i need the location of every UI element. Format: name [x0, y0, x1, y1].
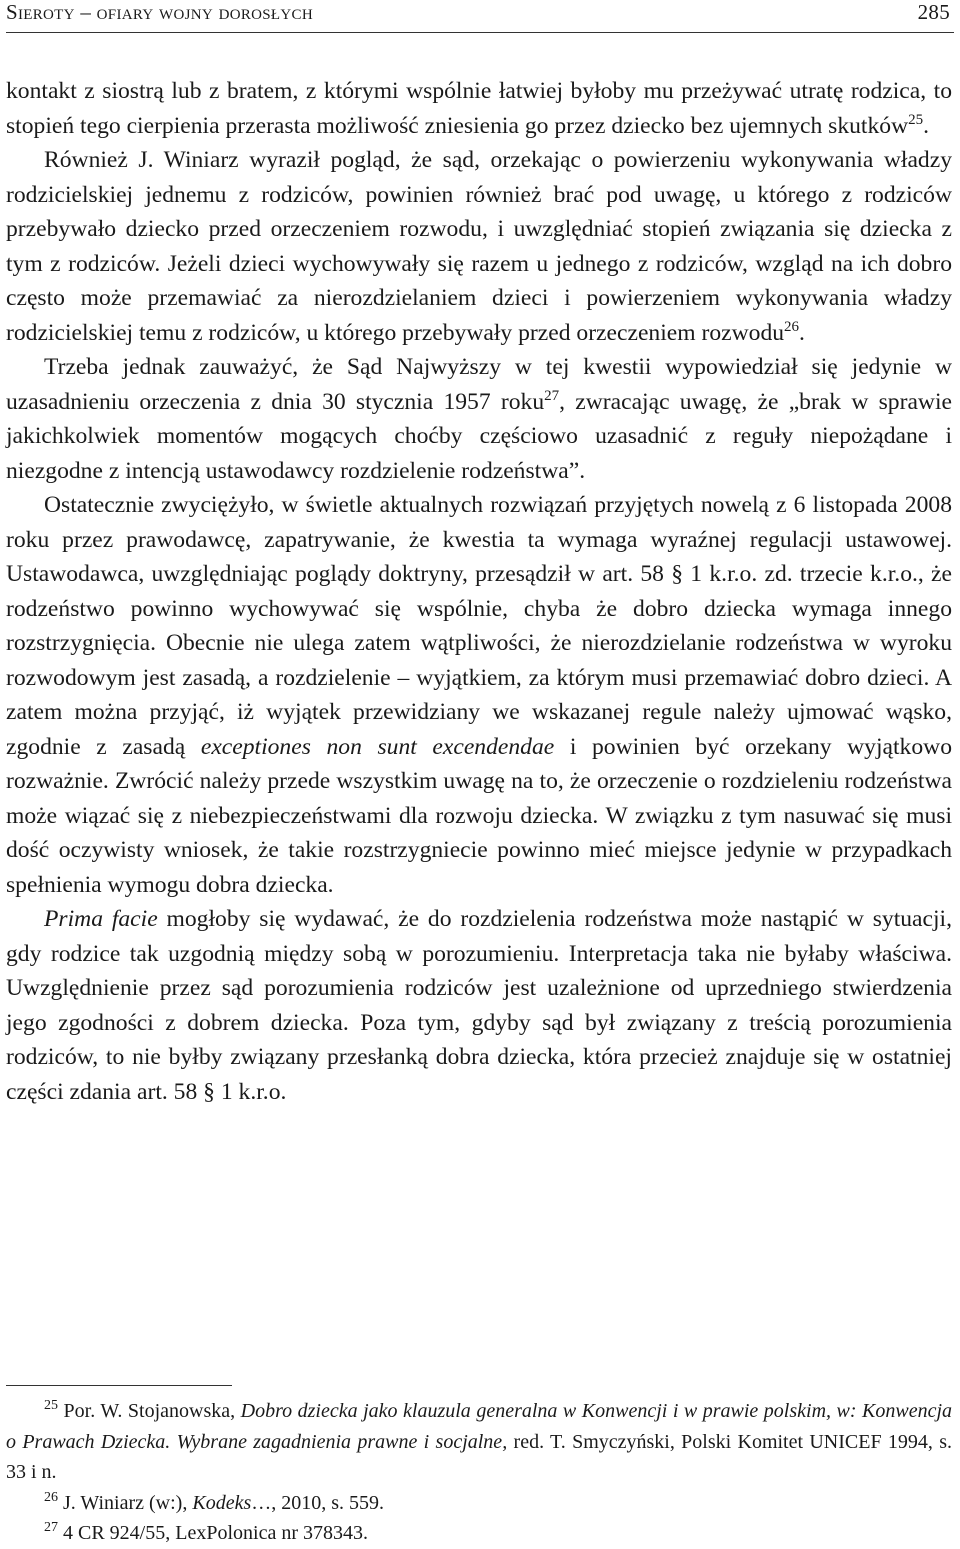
footnote-ref-25: 25	[908, 111, 924, 128]
paragraph-2	[6, 143, 952, 350]
footnote-ref-26: 26	[784, 318, 800, 335]
footnote-25	[6, 1396, 952, 1488]
latin-maxim: exceptiones non sunt excendendae	[200, 733, 555, 760]
footnote-26	[6, 1488, 952, 1519]
paragraph-4-end: i powinien być orzekany wyjątkowo rozważnie. Zwrócić należy przede wszystkim uwagę na to, że orzeczenie o rozdzieleniu rodzeństwa może wiązać się z niebezpieczeństwami dla rozwoju dziecka. W związku z tym nasuwać się musi dość oczywisty wniosek, że takie rozstrzygniecie powinno mieć miejsce jedynie w przypadkach spełnienia wymogu dobra dziecka.	[6, 733, 952, 898]
footnote-text: J. Winiarz (w:),	[63, 1491, 188, 1514]
page-number: 285	[917, 0, 950, 24]
footnotes	[6, 1396, 952, 1549]
paragraph-3	[6, 350, 952, 488]
paragraph-3-end: , zwracając uwagę, że „brak w sprawie jakichkolwiek momentów mogących choćby częściowo uzasadnić z reguły niepożądane i niezgodne z intencją ustawodawcy rozdzielenie rodzeństwa”.	[6, 388, 952, 484]
footnote-27	[6, 1518, 952, 1549]
paragraph-4-text: Ostatecznie zwyciężyło, w świetle aktualnych rozwiązań przyjętych nowelą z 6 listopada 2008 roku przez prawodawcę, zapatrywanie, że kwestia ta wymaga wyraźnej regulacji ustawowej. Ustawodawca, uwzględniając poglądy doktryny, przesądził w art. 58 § 1 k.r.o. zd. trzecie k.r.o., że rodzeństwo powinno wychowywać się wspólnie, chyba że dobro dziecka wymaga innego rozstrzygnięcia. Obecnie nie ulega zatem wątpliwości, że nierozdzielanie rodzeństwa w wyroku rozwodowym jest zasadą, a rozdzielenie – wyjątkiem, za którym musi przemawiać dobro dzieci. A zatem można przyjąć, iż wyjątek przewidziany we wskazanej regule należy ujmować wąsko, zgodnie z zasadą	[6, 492, 952, 760]
paragraph-5-text: mogłoby się wydawać, że do rozdzielenia rodzeństwa może nastąpić w sytuacji, gdy rodzice tak uzgodnią między sobą w porozumieniu. Interpretacja taka nie byłaby właściwa. Uwzględnienie przez sąd porozumienia rodziców jest uzależnione od uprzedniego stwierdzenia jego zgodności z dobrem dziecka. Poza tym, gdyby sąd był związany z treścią porozumienia rodziców, to nie byłby związany przesłanką dobra dziecka, która przecież znajduje się w ostatniej części zdania art. 58 § 1 k.r.o.	[6, 906, 952, 1105]
paragraph-2-text: Również J. Winiarz wyraził pogląd, że sąd, orzekając o powierzeniu wykonywania władzy rodzicielskiej jednemu z rodziców, powinien również brać pod uwagę, u którego z rodziców przebywało dziecko przed orzeczeniem rozwodu, i uwzględniać stopień związania się dziecka z tym z rodziców. Jeżeli dzieci wychowywały się razem u jednego z rodziców, wzgląd na ich dobro często może przemawiać za nierozdzielaniem dzieci i powierzeniem wykonywania władzy rodzicielskiej temu z rodziców, u którego przebywały przed orzeczeniem rozwodu	[6, 147, 952, 346]
footnote-number: 25	[44, 1398, 58, 1413]
paragraph-1	[6, 74, 952, 143]
footnote-text: …, 2010, s. 559.	[251, 1491, 385, 1514]
paragraph-3-text: Trzeba jednak zauważyć, że Sąd Najwyższy w tej kwestii wypowiedział się jedynie w uzasadnieniu orzeczenia z dnia 30 stycznia 1957 roku	[6, 354, 952, 415]
main-text	[6, 74, 952, 1109]
footnote-title: Dobro dziecka jako klauzula generalna w Konwencji i w prawie polskim, w: Konwencja o Prawach Dziecka. Wybrane zagadnienia prawne i socjalne,	[6, 1400, 953, 1453]
footnote-divider	[6, 1385, 232, 1386]
paragraph-1-end: .	[923, 112, 930, 139]
footnote-ref-27: 27	[544, 387, 560, 404]
paragraph-5	[6, 902, 952, 1109]
footnote-text: 4 CR 924/55, LexPolonica nr 378343.	[63, 1522, 368, 1544]
paragraph-2-end: .	[799, 319, 805, 346]
running-head	[6, 0, 954, 33]
running-head-title: Sieroty – ofiary wojny dorosłych	[6, 0, 313, 24]
latin-phrase: Prima facie	[44, 906, 158, 932]
footnote-number: 26	[44, 1489, 58, 1505]
footnote-number: 27	[44, 1520, 58, 1535]
footnote-text: red. T. Smyczyński, Polski Komitet UNICEF 1994, s. 33 i n.	[6, 1430, 953, 1483]
footnote-title: Kodeks	[192, 1491, 252, 1514]
paragraph-4	[6, 488, 952, 902]
footnote-text: Por. W. Stojanowska,	[63, 1400, 236, 1422]
paragraph-1-text: kontakt z siostrą lub z bratem, z którymi wspólnie łatwiej byłoby mu przeżywać utratę rodzica, to stopień tego cierpienia przerasta możliwość zniesienia go przez dziecko bez ujemnych skutków	[6, 78, 952, 139]
